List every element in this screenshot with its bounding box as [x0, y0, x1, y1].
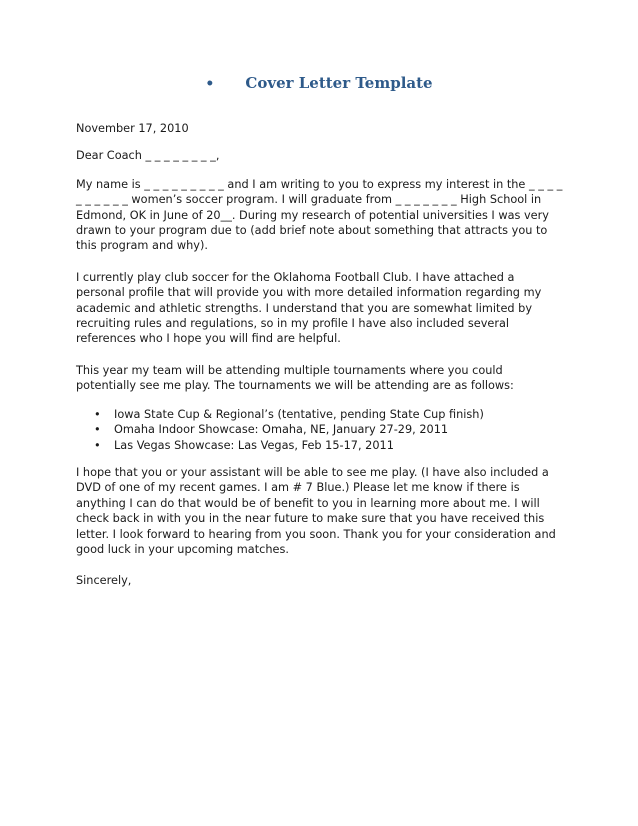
list-item: • Omaha Indoor Showcase: Omaha, NE, January 27-29, 2011: [94, 422, 564, 437]
letter-date: November 17, 2010: [76, 122, 189, 135]
letter-closing: Sincerely,: [76, 574, 132, 588]
paragraph-club: I currently play club soccer for the Oklahoma Football Club. I have attached a personal profile that will provide you with more detailed information regarding my academic and athletic strengths. I understand that you are somewhat limited by recruiting rules and regulations, so in my profile I have also included several references who I hope you will find are helpful.: [76, 270, 542, 346]
title-bullet-icon: •: [205, 76, 215, 92]
document-title: Cover Letter Template: [245, 74, 433, 92]
paragraph-tournaments: This year my team will be attending multiple tournaments where you could potentially see me play. The tournaments we will be attending are as follows:: [76, 363, 514, 393]
document-title-row: [0, 74, 638, 92]
letter-greeting: Dear Coach _ _ _ _ _ _ _ _,: [76, 149, 220, 163]
list-item: • Las Vegas Showcase: Las Vegas, Feb 15-17, 2011: [94, 438, 564, 453]
tournament-list: [76, 407, 564, 453]
letter-body: [76, 121, 564, 605]
list-item: • Iowa State Cup & Regional’s (tentative, pending State Cup finish): [94, 407, 564, 422]
paragraph-closing-remarks: I hope that you or your assistant will be able to see me play. (I have also included a DVD of one of my recent games. I am # 7 Blue.) Please let me know if there is anything I can do that would be of benefit to you in learning more about me. I will check back in with you in the near future to make sure that you have received this letter. I look forward to hearing from you soon. Thank you for your consideration and good luck in your upcoming matches.: [76, 465, 556, 556]
paragraph-intro: My name is _ _ _ _ _ _ _ _ _ and I am writing to you to express my interest in the _ _ _ _ _ _ _ _ _ _ women’s soccer program. I will graduate from _ _ _ _ _ _ _ High School in Edmond, OK in June of 20__. During my research of potential universities I was very drawn to your program due to (add brief note about something that attracts you to this program and why).: [76, 177, 563, 253]
